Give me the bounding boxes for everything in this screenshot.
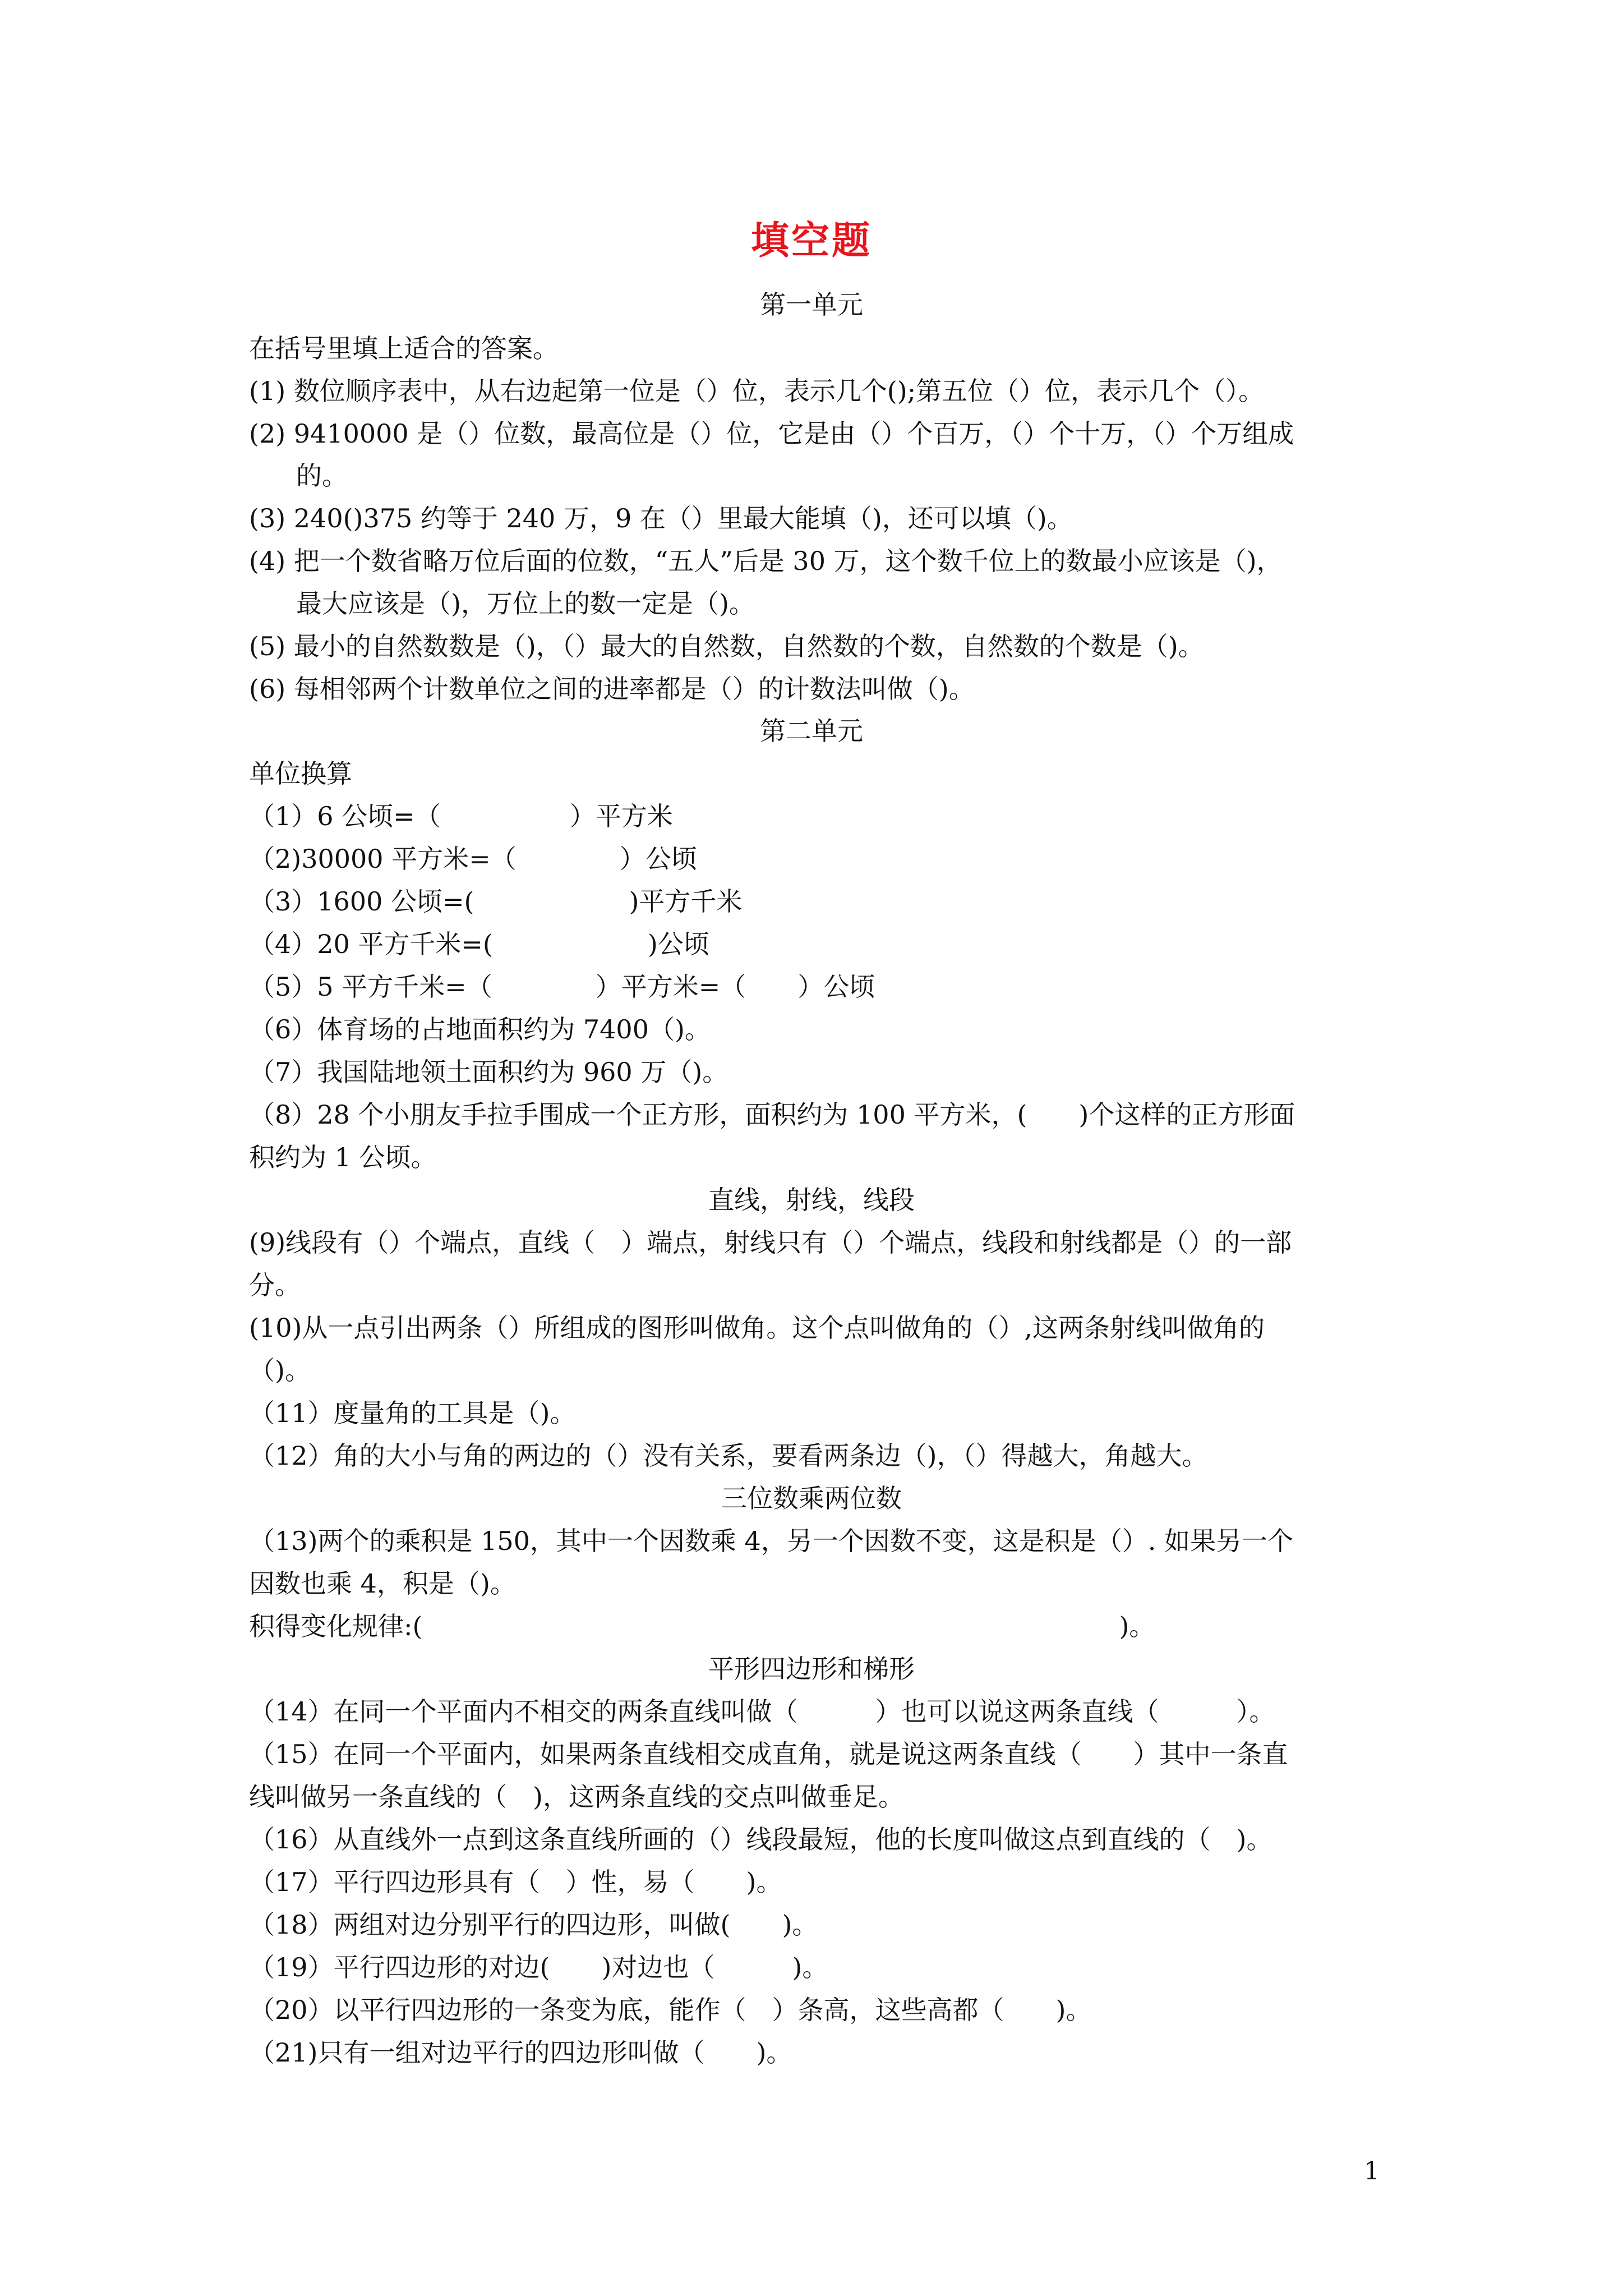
conversion-7: （7）我国陆地领土面积约为 960 万（)。	[249, 1057, 728, 1087]
question-10: (10)从一点引出两条（）所组成的图形叫做角。这个点叫做角的（）,这两条射线叫做角的	[249, 1313, 1265, 1343]
question-1: (1) 数位顺序表中，从右边起第一位是（）位，表示几个();第五位（）位，表示几个（）。	[249, 376, 1265, 406]
question-6: (6) 每相邻两个计数单位之间的进率都是（）的计数法叫做（)。	[249, 674, 975, 704]
conversion-2: （2)30000 平方米=（ ）公顷	[249, 844, 697, 874]
question-21: （21)只有一组对边平行的四边形叫做（ )。	[249, 2037, 792, 2068]
question-16: （16）从直线外一点到这条直线所画的（）线段最短，他的长度叫做这点到直线的（ )。	[249, 1824, 1272, 1855]
question-4: (4) 把一个数省略万位后面的位数，“五人”后是 30 万，这个数千位上的数最小应该是（)，	[249, 546, 1283, 576]
page-title: 填空题	[750, 218, 872, 263]
question-4-continued: 最大应该是（)，万位上的数一定是（)。	[296, 588, 755, 619]
conversion-8: （8）28 个小朋友手拉手围成一个正方形，面积约为 100 平方米，( )个这样的正方形面	[249, 1099, 1295, 1130]
section-heading-multiply: 三位数乘两位数	[721, 1483, 902, 1513]
question-5: (5) 最小的自然数数是（)，（）最大的自然数，自然数的个数，自然数的个数是（)。	[249, 631, 1204, 661]
question-9-continued: 分。	[249, 1270, 301, 1300]
question-13: （13)两个的乘积是 150，其中一个因数乘 4，另一个因数不变，这是积是（）. 如果另一个	[249, 1526, 1294, 1556]
question-14: （14）在同一个平面内不相交的两条直线叫做（ ）也可以说这两条直线（ ）。	[249, 1696, 1275, 1727]
question-19: （19）平行四边形的对边( )对边也（ )。	[249, 1952, 828, 1982]
section-heading-lines: 直线，射线，线段	[708, 1185, 915, 1215]
question-17: （17）平行四边形具有（ ）性，易（ )。	[249, 1867, 782, 1897]
question-2-continued: 的。	[296, 461, 348, 491]
conversion-8-continued: 积约为 1 公顷。	[249, 1142, 437, 1172]
conversion-6: （6）体育场的占地面积约为 7400（)。	[249, 1014, 711, 1045]
question-9: (9)线段有（）个端点，直线（ ）端点，射线只有（）个端点，线段和射线都是（）的一部	[249, 1227, 1292, 1258]
question-3: (3) 240()375 约等于 240 万，9 在（）里最大能填（)，还可以填（)。	[249, 503, 1073, 533]
question-12: （12）角的大小与角的两边的（）没有关系，要看两条边（)，（）得越大，角越大。	[249, 1441, 1208, 1471]
conversion-1: （1）6 公顷=（ ）平方米	[249, 801, 673, 831]
unit2-intro: 单位换算	[249, 758, 352, 789]
question-20: （20）以平行四边形的一条变为底，能作（ ）条高，这些高都（ )。	[249, 1995, 1092, 2025]
conversion-4: （4）20 平方千米=( )公顷	[249, 929, 709, 959]
question-18: （18）两组对边分别平行的四边形，叫做( )。	[249, 1910, 818, 1940]
question-15-continued: 线叫做另一条直线的（ )，这两条直线的交点叫做垂足。	[249, 1782, 904, 1812]
question-11: （11）度量角的工具是（)。	[249, 1398, 576, 1428]
section-heading-unit1: 第一单元	[760, 289, 863, 320]
question-13-continued: 因数也乘 4，积是（)。	[249, 1568, 516, 1599]
conversion-5: （5）5 平方千米=（ ）平方米=（ ）公顷	[249, 972, 875, 1002]
question-2: (2) 9410000 是（）位数，最高位是（）位，它是由（）个百万，（）个十万，（）个万组成	[249, 418, 1294, 449]
section-heading-parallelogram: 平形四边形和梯形	[708, 1654, 915, 1684]
product-change-rule: 积得变化规律:( )。	[249, 1611, 1155, 1641]
question-10-continued: （)。	[249, 1355, 311, 1386]
page-number: 1	[1364, 2157, 1380, 2185]
section-heading-unit2: 第二单元	[760, 716, 863, 746]
unit1-intro: 在括号里填上适合的答案。	[249, 333, 559, 364]
conversion-3: （3）1600 公顷=( )平方千米	[249, 886, 743, 917]
question-15: （15）在同一个平面内，如果两条直线相交成直角，就是说这两条直线（ ）其中一条直	[249, 1739, 1288, 1769]
